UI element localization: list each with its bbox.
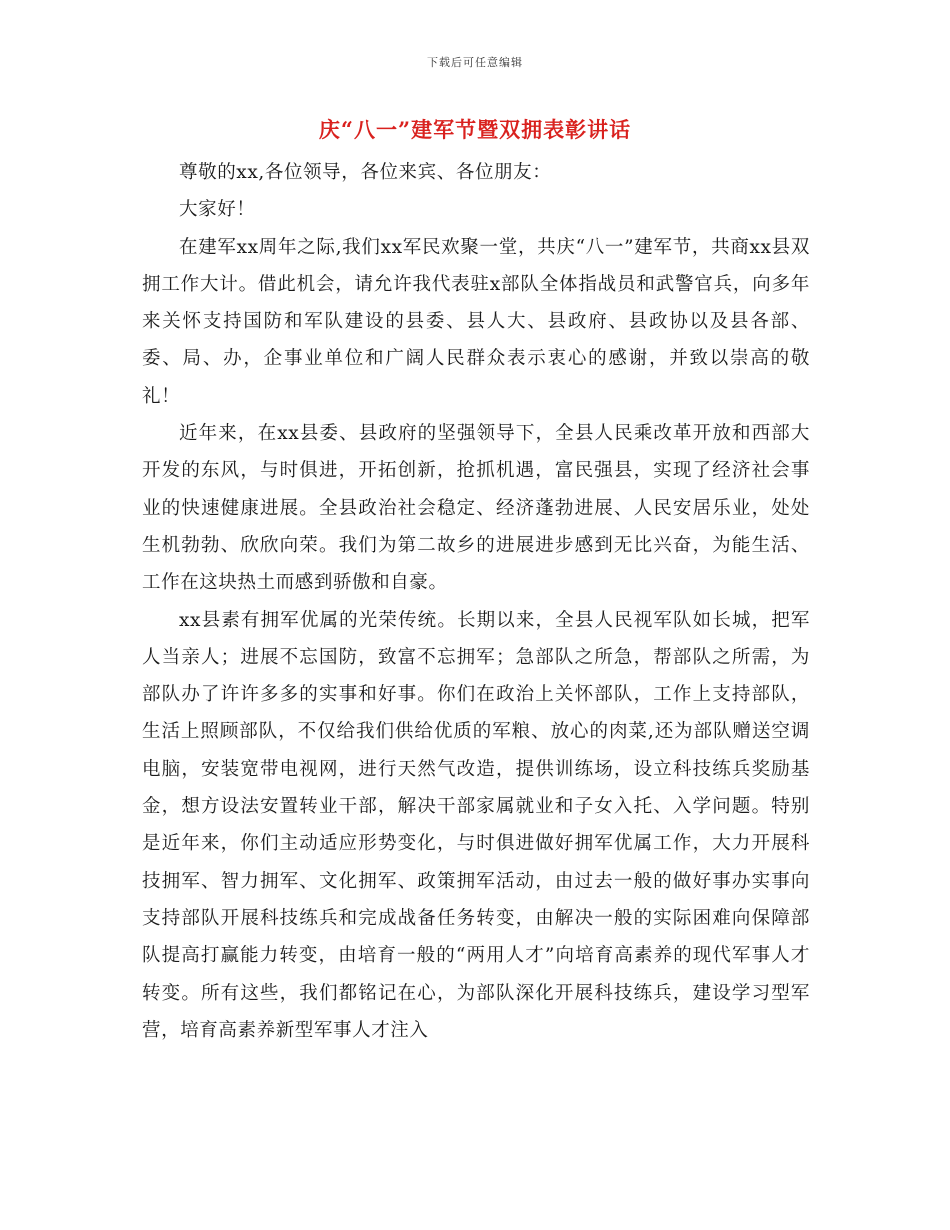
document-body <box>142 154 810 1049</box>
body-paragraph: 在建军xx周年之际,我们xx军民欢聚一堂，共庆“八一”建军节，共商xx县双拥工作大计。借此机会，请允许我代表驻x部队全体指战员和武警官兵，向多年来关怀支持国防和军队建设的县委、县人大、县政府、县政协以及县各部、委、局、办，企事业单位和广阔人民群众表示衷心的感谢，并致以崇高的敬礼！ <box>142 236 810 407</box>
header-note: 下载后可任意编辑 <box>427 56 523 69</box>
body-paragraph: 近年来，在xx县委、县政府的坚强领导下，全县人民乘改革开放和西部大开发的东风，与时俱进，开拓创新，抢抓机遇，富民强县，实现了经济社会事业的快速健康进展。全县政治社会稳定、经济蓬勃进展、人民安居乐业，处处生机勃勃、欣欣向荣。我们为第二故乡的进展进步感到无比兴奋，为能生活、工作在这块热土而感到骄傲和自豪。 <box>142 423 810 594</box>
body-paragraph: xx县素有拥军优属的光荣传统。长期以来，全县人民视军队如长城，把军人当亲人；进展不忘国防，致富不忘拥军；急部队之所急，帮部队之所需，为部队办了许许多多的实事和好事。你们在政治上关怀部队，工作上支持部队，生活上照顾部队，不仅给我们供给优质的军粮、放心的肉菜,还为部队赠送空调电脑，安装宽带电视网，进行天然气改造，提供训练场，设立科技练兵奖励基金，想方设法安置转业干部，解决干部家属就业和子女入托、入学问题。特别是近年来，你们主动适应形势变化，与时俱进做好拥军优属工作，大力开展科技拥军、智力拥军、文化拥军、政策拥军活动，由过去一般的做好事办实事向支持部队开展科技练兵和完成战备任务转变，由解决一般的实际困难向保障部队提高打赢能力转变，由培育一般的“两用人才”向培育高素养的现代军事人才转变。所有这些，我们都铭记在心，为部队深化开展科技练兵，建设学习型军营，培育高素养新型军事人才注入 <box>142 609 810 1041</box>
greeting-paragraph: 尊敬的xx,各位领导，各位来宾、各位朋友： <box>179 162 552 183</box>
salutation-paragraph: 大家好！ <box>179 199 256 221</box>
document-title: 庆“八一”建军节暨双拥表彰讲话 <box>318 117 632 142</box>
